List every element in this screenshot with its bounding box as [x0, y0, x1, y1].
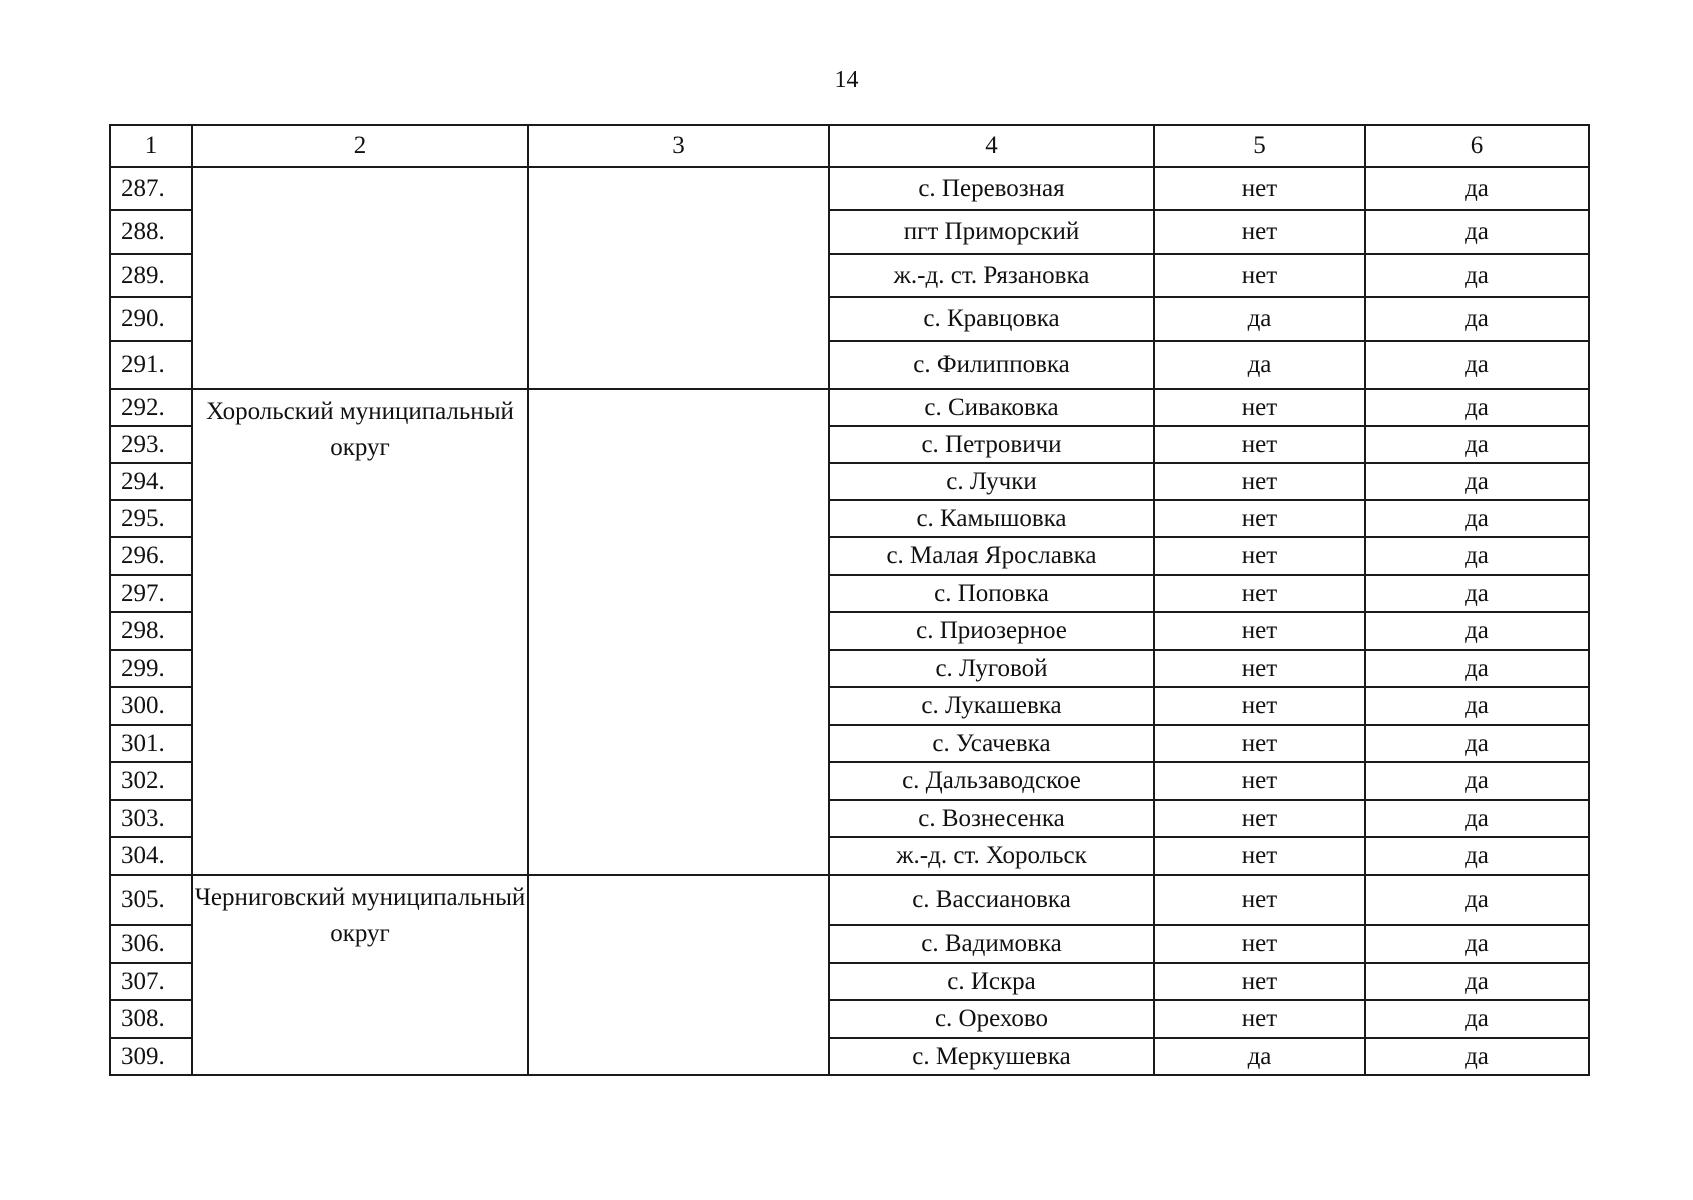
column5-cell: нет — [1154, 1000, 1365, 1038]
column6-cell: да — [1365, 687, 1589, 725]
settlement-cell: с. Перевозная — [829, 167, 1154, 210]
row-number-cell: 300. — [110, 687, 192, 725]
settlement-cell: ж.-д. ст. Хорольск — [829, 837, 1154, 875]
settlement-cell: с. Камышовка — [829, 500, 1154, 537]
column5-cell: нет — [1154, 575, 1365, 612]
row-number-cell: 306. — [110, 925, 192, 963]
settlement-cell: с. Вознесенка — [829, 800, 1154, 837]
settlement-cell: с. Сиваковка — [829, 389, 1154, 426]
column6-cell: да — [1365, 725, 1589, 762]
settlement-cell: с. Лучки — [829, 463, 1154, 500]
settlement-cell: с. Поповка — [829, 575, 1154, 612]
column5-cell: нет — [1154, 612, 1365, 650]
row-number-cell: 309. — [110, 1038, 192, 1075]
settlement-cell: пгт Приморский — [829, 210, 1154, 254]
settlements-table — [109, 124, 1590, 1076]
settlement-cell: с. Искра — [829, 963, 1154, 1000]
settlement-cell: с. Луговой — [829, 650, 1154, 687]
column-header-5: 5 — [1154, 125, 1365, 167]
settlement-cell: с. Вадимовка — [829, 925, 1154, 963]
row-number-cell: 305. — [110, 875, 192, 925]
column5-cell: нет — [1154, 875, 1365, 925]
row-number-cell: 293. — [110, 426, 192, 463]
row-number-cell: 295. — [110, 500, 192, 537]
column6-cell: да — [1365, 1000, 1589, 1038]
table-header-row — [110, 125, 1589, 167]
column5-cell: да — [1154, 297, 1365, 341]
column6-cell: да — [1365, 875, 1589, 925]
column6-cell: да — [1365, 650, 1589, 687]
column3-cell — [528, 167, 829, 389]
settlement-cell: с. Петровичи — [829, 426, 1154, 463]
column5-cell: нет — [1154, 389, 1365, 426]
column6-cell: да — [1365, 1038, 1589, 1075]
row-number-cell: 299. — [110, 650, 192, 687]
column5-cell: нет — [1154, 537, 1365, 575]
row-number-cell: 308. — [110, 1000, 192, 1038]
column5-cell: нет — [1154, 650, 1365, 687]
column6-cell: да — [1365, 210, 1589, 254]
column-header-4: 4 — [829, 125, 1154, 167]
row-number-cell: 297. — [110, 575, 192, 612]
settlement-cell: с. Меркушевка — [829, 1038, 1154, 1075]
column6-cell: да — [1365, 537, 1589, 575]
settlement-cell: с. Кравцовка — [829, 297, 1154, 341]
column5-cell: нет — [1154, 800, 1365, 837]
column6-cell: да — [1365, 341, 1589, 389]
row-number-cell: 304. — [110, 837, 192, 875]
column5-cell: нет — [1154, 254, 1365, 297]
row-number-cell: 292. — [110, 389, 192, 426]
column5-cell: нет — [1154, 500, 1365, 537]
table-row — [110, 389, 1589, 426]
column5-cell: нет — [1154, 725, 1365, 762]
table-row — [110, 875, 1589, 925]
row-number-cell: 303. — [110, 800, 192, 837]
column6-cell: да — [1365, 297, 1589, 341]
row-number-cell: 287. — [110, 167, 192, 210]
column5-cell: нет — [1154, 167, 1365, 210]
table-body — [110, 125, 1589, 1075]
district-cell: Хорольский муниципальный округ — [192, 389, 528, 875]
column6-cell: да — [1365, 963, 1589, 1000]
settlement-cell: ж.-д. ст. Рязановка — [829, 254, 1154, 297]
row-number-cell: 302. — [110, 762, 192, 800]
column5-cell: нет — [1154, 762, 1365, 800]
column5-cell: нет — [1154, 210, 1365, 254]
column6-cell: да — [1365, 500, 1589, 537]
row-number-cell: 291. — [110, 341, 192, 389]
page-number: 14 — [834, 67, 859, 93]
row-number-cell: 307. — [110, 963, 192, 1000]
row-number-cell: 288. — [110, 210, 192, 254]
column6-cell: да — [1365, 167, 1589, 210]
row-number-cell: 290. — [110, 297, 192, 341]
row-number-cell: 296. — [110, 537, 192, 575]
table-row — [110, 167, 1589, 210]
settlement-cell: с. Дальзаводское — [829, 762, 1154, 800]
column-header-3: 3 — [528, 125, 829, 167]
row-number-cell: 289. — [110, 254, 192, 297]
settlement-cell: с. Филипповка — [829, 341, 1154, 389]
column5-cell: нет — [1154, 426, 1365, 463]
column6-cell: да — [1365, 389, 1589, 426]
column5-cell: нет — [1154, 963, 1365, 1000]
column5-cell: нет — [1154, 687, 1365, 725]
settlement-cell: с. Приозерное — [829, 612, 1154, 650]
settlement-cell: с. Вассиановка — [829, 875, 1154, 925]
column6-cell: да — [1365, 925, 1589, 963]
column-header-6: 6 — [1365, 125, 1589, 167]
row-number-cell: 298. — [110, 612, 192, 650]
column5-cell: нет — [1154, 463, 1365, 500]
column-header-2: 2 — [192, 125, 528, 167]
settlement-cell: с. Усачевка — [829, 725, 1154, 762]
district-cell: Черниговский муниципальный округ — [192, 875, 528, 1075]
column5-cell: да — [1154, 1038, 1365, 1075]
column3-cell — [528, 389, 829, 875]
column6-cell: да — [1365, 426, 1589, 463]
column6-cell: да — [1365, 800, 1589, 837]
column5-cell: нет — [1154, 837, 1365, 875]
column6-cell: да — [1365, 612, 1589, 650]
district-cell — [192, 167, 528, 389]
column6-cell: да — [1365, 254, 1589, 297]
settlement-cell: с. Малая Ярославка — [829, 537, 1154, 575]
settlement-cell: с. Орехово — [829, 1000, 1154, 1038]
column5-cell: да — [1154, 341, 1365, 389]
column6-cell: да — [1365, 762, 1589, 800]
row-number-cell: 294. — [110, 463, 192, 500]
column6-cell: да — [1365, 837, 1589, 875]
column5-cell: нет — [1154, 925, 1365, 963]
column-header-1: 1 — [110, 125, 192, 167]
column6-cell: да — [1365, 463, 1589, 500]
row-number-cell: 301. — [110, 725, 192, 762]
settlement-cell: с. Лукашевка — [829, 687, 1154, 725]
column6-cell: да — [1365, 575, 1589, 612]
column3-cell — [528, 875, 829, 1075]
